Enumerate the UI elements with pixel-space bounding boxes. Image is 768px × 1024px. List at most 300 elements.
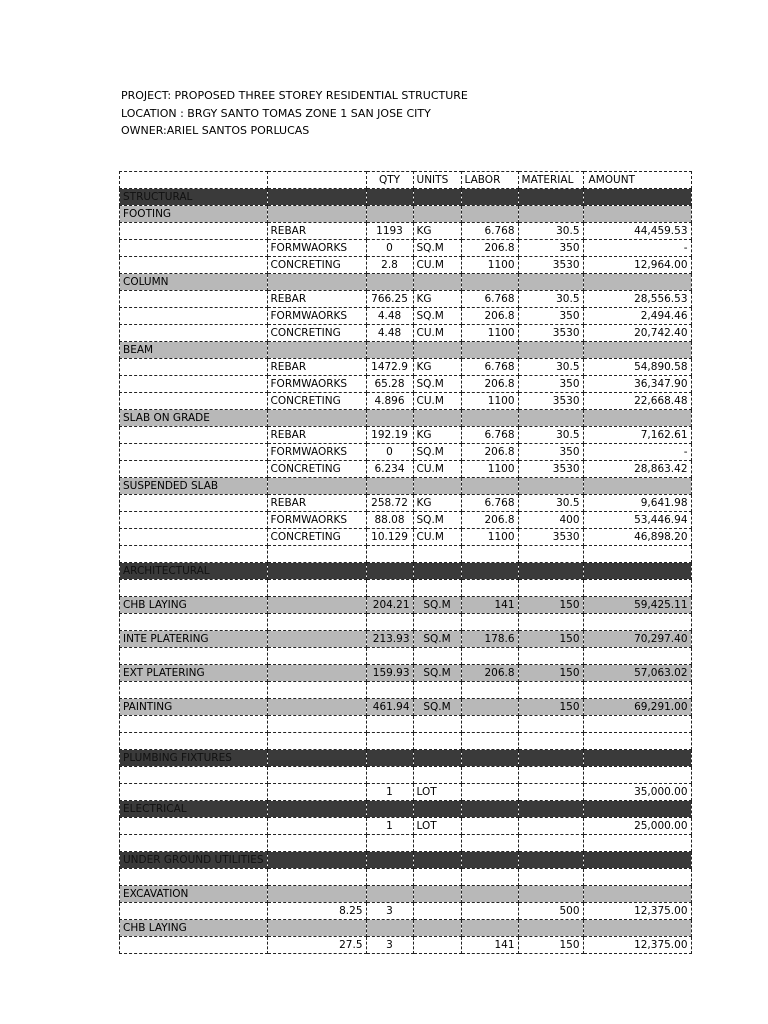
cell-material: 500 — [518, 903, 583, 920]
cell-qty — [366, 716, 413, 733]
cell-amount: 22,668.48 — [583, 393, 691, 410]
cell-qty — [366, 614, 413, 631]
cell-units: KG — [413, 291, 461, 308]
cell-labor — [461, 869, 518, 886]
cell-amount — [583, 478, 691, 495]
col-header-labor: LABOR — [461, 172, 518, 189]
cell-units — [413, 886, 461, 903]
cell-category: STRUCTURAL — [120, 189, 268, 206]
cell-qty — [366, 648, 413, 665]
cell-labor — [461, 835, 518, 852]
blank-row — [120, 546, 692, 563]
table-row — [120, 529, 692, 546]
cell-item: REBAR — [267, 223, 366, 240]
cell-qty — [366, 546, 413, 563]
cell-amount — [583, 716, 691, 733]
subsection-row — [120, 665, 692, 682]
cell-qty — [366, 767, 413, 784]
cell-category: PAINTING — [120, 699, 268, 716]
cell-labor — [461, 648, 518, 665]
cell-units: SQ.M — [413, 597, 461, 614]
cell-category: FOOTING — [120, 206, 268, 223]
cell-amount: 12,375.00 — [583, 937, 691, 954]
cell-labor — [461, 818, 518, 835]
table-row — [120, 223, 692, 240]
cell-category — [120, 376, 268, 393]
cell-units — [413, 733, 461, 750]
section-header-row — [120, 801, 692, 818]
cell-amount — [583, 869, 691, 886]
cell-material — [518, 869, 583, 886]
cell-labor — [461, 716, 518, 733]
cell-units: SQ.M — [413, 308, 461, 325]
cell-category — [120, 614, 268, 631]
cell-labor — [461, 699, 518, 716]
cell-units: SQ.M — [413, 665, 461, 682]
cell-material — [518, 818, 583, 835]
cell-category — [120, 512, 268, 529]
cell-category — [120, 767, 268, 784]
cell-units — [413, 410, 461, 427]
section-header-row — [120, 563, 692, 580]
cell-item — [267, 546, 366, 563]
cell-item — [267, 818, 366, 835]
subsection-row — [120, 631, 692, 648]
cell-category — [120, 716, 268, 733]
cell-units — [413, 274, 461, 291]
cell-labor: 178.6 — [461, 631, 518, 648]
cell-material: 3530 — [518, 257, 583, 274]
cell-units — [413, 716, 461, 733]
cell-labor — [461, 903, 518, 920]
blank-row — [120, 716, 692, 733]
cell-category — [120, 580, 268, 597]
cell-item — [267, 767, 366, 784]
cell-material: 30.5 — [518, 359, 583, 376]
cell-labor — [461, 342, 518, 359]
cell-category — [120, 461, 268, 478]
cell-material — [518, 274, 583, 291]
cell-units: CU.M — [413, 257, 461, 274]
cell-units: SQ.M — [413, 631, 461, 648]
cell-qty: 159.93 — [366, 665, 413, 682]
blank-row — [120, 614, 692, 631]
cell-amount: 46,898.20 — [583, 529, 691, 546]
cell-amount — [583, 767, 691, 784]
col-header-item — [267, 172, 366, 189]
cell-item — [267, 750, 366, 767]
cell-category — [120, 818, 268, 835]
cell-qty — [366, 274, 413, 291]
cell-material: 350 — [518, 308, 583, 325]
cell-category: ARCHITECTURAL — [120, 563, 268, 580]
cell-labor — [461, 478, 518, 495]
cell-item — [267, 206, 366, 223]
cell-amount — [583, 920, 691, 937]
cell-amount: - — [583, 444, 691, 461]
cell-material — [518, 410, 583, 427]
cell-material: 3530 — [518, 529, 583, 546]
cell-material: 3530 — [518, 461, 583, 478]
cell-units — [413, 852, 461, 869]
blank-row — [120, 733, 692, 750]
cell-qty — [366, 801, 413, 818]
cell-labor: 206.8 — [461, 444, 518, 461]
cell-qty — [366, 852, 413, 869]
cell-labor — [461, 563, 518, 580]
cell-units — [413, 920, 461, 937]
cell-amount: 53,446.94 — [583, 512, 691, 529]
cell-qty — [366, 478, 413, 495]
blank-row — [120, 682, 692, 699]
cell-qty — [366, 920, 413, 937]
cell-qty — [366, 189, 413, 206]
cell-amount — [583, 614, 691, 631]
cell-qty — [366, 563, 413, 580]
cell-item: REBAR — [267, 291, 366, 308]
cell-units — [413, 189, 461, 206]
cell-category: SUSPENDED SLAB — [120, 478, 268, 495]
location-line: LOCATION : BRGY SANTO TOMAS ZONE 1 SAN JOSE CITY — [121, 106, 431, 120]
table-row — [120, 325, 692, 342]
cell-labor — [461, 206, 518, 223]
cell-qty — [366, 869, 413, 886]
cell-qty: 0 — [366, 444, 413, 461]
cell-qty: 65.28 — [366, 376, 413, 393]
cell-material: 350 — [518, 444, 583, 461]
cell-qty: 258.72 — [366, 495, 413, 512]
cell-amount: 57,063.02 — [583, 665, 691, 682]
cell-qty — [366, 886, 413, 903]
cell-material — [518, 835, 583, 852]
cell-material: 150 — [518, 699, 583, 716]
cell-category — [120, 257, 268, 274]
col-header-qty: QTY — [366, 172, 413, 189]
cell-material: 3530 — [518, 325, 583, 342]
subsection-row — [120, 886, 692, 903]
cell-amount — [583, 410, 691, 427]
cell-category — [120, 359, 268, 376]
cell-category: EXCAVATION — [120, 886, 268, 903]
cell-amount — [583, 563, 691, 580]
cell-category: BEAM — [120, 342, 268, 359]
cell-material: 400 — [518, 512, 583, 529]
table-row — [120, 512, 692, 529]
cell-labor: 1100 — [461, 529, 518, 546]
cell-qty — [366, 835, 413, 852]
cell-labor — [461, 189, 518, 206]
cell-amount: 28,863.42 — [583, 461, 691, 478]
table-row — [120, 376, 692, 393]
cell-amount — [583, 733, 691, 750]
cell-units: KG — [413, 223, 461, 240]
cell-category — [120, 495, 268, 512]
cell-labor: 6.768 — [461, 495, 518, 512]
cell-labor: 206.8 — [461, 308, 518, 325]
cell-qty: 4.48 — [366, 325, 413, 342]
cell-category: ELECTRICAL — [120, 801, 268, 818]
section-header-row — [120, 750, 692, 767]
cell-category — [120, 869, 268, 886]
cell-labor — [461, 784, 518, 801]
cell-item — [267, 580, 366, 597]
subsection-row — [120, 410, 692, 427]
cell-item: 8.25 — [267, 903, 366, 920]
cell-labor — [461, 886, 518, 903]
cell-item — [267, 342, 366, 359]
cell-category — [120, 291, 268, 308]
subsection-row — [120, 920, 692, 937]
cell-units — [413, 750, 461, 767]
table-row — [120, 495, 692, 512]
cell-units: CU.M — [413, 529, 461, 546]
cell-qty: 3 — [366, 937, 413, 954]
cell-item — [267, 733, 366, 750]
cell-amount — [583, 801, 691, 818]
cell-category — [120, 325, 268, 342]
cell-amount — [583, 852, 691, 869]
cell-units — [413, 342, 461, 359]
cell-material — [518, 716, 583, 733]
cell-qty: 2.8 — [366, 257, 413, 274]
cell-amount: 69,291.00 — [583, 699, 691, 716]
cell-units — [413, 580, 461, 597]
cell-amount: 7,162.61 — [583, 427, 691, 444]
cell-category — [120, 427, 268, 444]
cell-category — [120, 733, 268, 750]
cell-item — [267, 699, 366, 716]
cell-units: KG — [413, 495, 461, 512]
cell-units: KG — [413, 427, 461, 444]
cell-category — [120, 444, 268, 461]
cell-material: 30.5 — [518, 427, 583, 444]
cell-amount: 9,641.98 — [583, 495, 691, 512]
cell-units — [413, 546, 461, 563]
cell-category — [120, 529, 268, 546]
cell-category: CHB LAYING — [120, 597, 268, 614]
table-row — [120, 257, 692, 274]
cell-category — [120, 223, 268, 240]
cell-qty: 10.129 — [366, 529, 413, 546]
subsection-row — [120, 597, 692, 614]
cell-category — [120, 308, 268, 325]
blank-row — [120, 580, 692, 597]
owner-line: OWNER:ARIEL SANTOS PORLUCAS — [121, 124, 310, 137]
cell-item — [267, 852, 366, 869]
cell-material: 30.5 — [518, 291, 583, 308]
cell-material — [518, 852, 583, 869]
cell-item — [267, 478, 366, 495]
cell-item — [267, 801, 366, 818]
cell-labor: 206.8 — [461, 376, 518, 393]
cell-category — [120, 393, 268, 410]
cell-category: SLAB ON GRADE — [120, 410, 268, 427]
cell-material — [518, 767, 583, 784]
cell-amount: 2,494.46 — [583, 308, 691, 325]
cell-units: CU.M — [413, 325, 461, 342]
cell-units — [413, 478, 461, 495]
section-header-row — [120, 852, 692, 869]
cell-qty: 461.94 — [366, 699, 413, 716]
cell-labor: 6.768 — [461, 359, 518, 376]
table-row — [120, 444, 692, 461]
cell-amount: 12,964.00 — [583, 257, 691, 274]
cell-material — [518, 189, 583, 206]
cell-amount — [583, 648, 691, 665]
cell-qty: 766.25 — [366, 291, 413, 308]
cell-qty — [366, 580, 413, 597]
cell-amount — [583, 682, 691, 699]
cell-labor — [461, 580, 518, 597]
cell-amount — [583, 835, 691, 852]
cell-labor: 141 — [461, 597, 518, 614]
cell-labor — [461, 920, 518, 937]
cell-item: CONCRETING — [267, 529, 366, 546]
cell-category — [120, 835, 268, 852]
cell-category — [120, 648, 268, 665]
project-line: PROJECT: PROPOSED THREE STOREY RESIDENTIAL STRUCTURE — [121, 89, 468, 102]
cell-labor: 1100 — [461, 393, 518, 410]
cell-amount — [583, 274, 691, 291]
cell-labor: 1100 — [461, 325, 518, 342]
cell-material — [518, 206, 583, 223]
cell-units — [413, 903, 461, 920]
cell-units: KG — [413, 359, 461, 376]
cell-labor — [461, 852, 518, 869]
blank-row — [120, 835, 692, 852]
cell-material — [518, 648, 583, 665]
cell-labor: 6.768 — [461, 427, 518, 444]
cell-qty — [366, 750, 413, 767]
cell-amount: 20,742.40 — [583, 325, 691, 342]
cell-amount: 28,556.53 — [583, 291, 691, 308]
cell-labor — [461, 801, 518, 818]
cell-item — [267, 682, 366, 699]
cell-item — [267, 410, 366, 427]
cell-category: INTE PLATERING — [120, 631, 268, 648]
cell-item — [267, 563, 366, 580]
cell-labor: 1100 — [461, 461, 518, 478]
cell-category — [120, 682, 268, 699]
cell-item: FORMWAORKS — [267, 376, 366, 393]
cell-qty: 3 — [366, 903, 413, 920]
table-row — [120, 903, 692, 920]
cell-qty: 204.21 — [366, 597, 413, 614]
cell-qty: 4.48 — [366, 308, 413, 325]
cell-units — [413, 937, 461, 954]
cell-units: LOT — [413, 818, 461, 835]
table-row — [120, 784, 692, 801]
cell-item — [267, 597, 366, 614]
cell-units — [413, 869, 461, 886]
cell-units — [413, 767, 461, 784]
table-row — [120, 818, 692, 835]
cell-amount: 35,000.00 — [583, 784, 691, 801]
cell-amount — [583, 206, 691, 223]
cell-units — [413, 206, 461, 223]
cell-item: CONCRETING — [267, 461, 366, 478]
section-header-row — [120, 189, 692, 206]
cell-item: FORMWAORKS — [267, 240, 366, 257]
subsection-row — [120, 274, 692, 291]
cell-qty: 4.896 — [366, 393, 413, 410]
cell-item: REBAR — [267, 427, 366, 444]
document-header — [121, 87, 468, 140]
cell-item — [267, 886, 366, 903]
cell-amount — [583, 342, 691, 359]
cell-labor — [461, 682, 518, 699]
cell-qty: 1193 — [366, 223, 413, 240]
table-row — [120, 308, 692, 325]
cell-material: 30.5 — [518, 223, 583, 240]
cell-material — [518, 478, 583, 495]
cell-material — [518, 886, 583, 903]
cell-material: 350 — [518, 376, 583, 393]
cell-amount — [583, 546, 691, 563]
blank-row — [120, 648, 692, 665]
cell-amount — [583, 580, 691, 597]
column-header-row — [120, 172, 692, 189]
cell-category: EXT PLATERING — [120, 665, 268, 682]
cell-labor: 6.768 — [461, 223, 518, 240]
cell-category — [120, 903, 268, 920]
cell-amount: 44,459.53 — [583, 223, 691, 240]
cell-labor — [461, 733, 518, 750]
col-header-category — [120, 172, 268, 189]
cell-amount — [583, 750, 691, 767]
cell-amount: 12,375.00 — [583, 903, 691, 920]
cell-units — [413, 835, 461, 852]
cell-units: CU.M — [413, 393, 461, 410]
cell-material — [518, 563, 583, 580]
cell-material — [518, 546, 583, 563]
cell-item — [267, 665, 366, 682]
cell-units: SQ.M — [413, 376, 461, 393]
cell-units — [413, 801, 461, 818]
cell-labor — [461, 767, 518, 784]
cell-material — [518, 580, 583, 597]
cell-material: 150 — [518, 631, 583, 648]
cell-qty — [366, 733, 413, 750]
subsection-row — [120, 342, 692, 359]
cell-labor: 1100 — [461, 257, 518, 274]
cell-labor: 206.8 — [461, 240, 518, 257]
cell-amount — [583, 886, 691, 903]
cell-units — [413, 648, 461, 665]
cell-category — [120, 784, 268, 801]
cell-qty — [366, 410, 413, 427]
cell-qty: 88.08 — [366, 512, 413, 529]
cell-material — [518, 682, 583, 699]
cell-amount: 36,347.90 — [583, 376, 691, 393]
table-row — [120, 291, 692, 308]
cell-item: 27.5 — [267, 937, 366, 954]
cell-material: 150 — [518, 665, 583, 682]
cell-material — [518, 920, 583, 937]
cell-category — [120, 937, 268, 954]
cell-qty — [366, 342, 413, 359]
cell-amount: 59,425.11 — [583, 597, 691, 614]
cell-material — [518, 801, 583, 818]
cell-units: SQ.M — [413, 444, 461, 461]
table-row — [120, 393, 692, 410]
blank-row — [120, 869, 692, 886]
table-row — [120, 240, 692, 257]
col-header-units: UNITS — [413, 172, 461, 189]
cell-units — [413, 614, 461, 631]
cell-item — [267, 835, 366, 852]
cell-material: 350 — [518, 240, 583, 257]
